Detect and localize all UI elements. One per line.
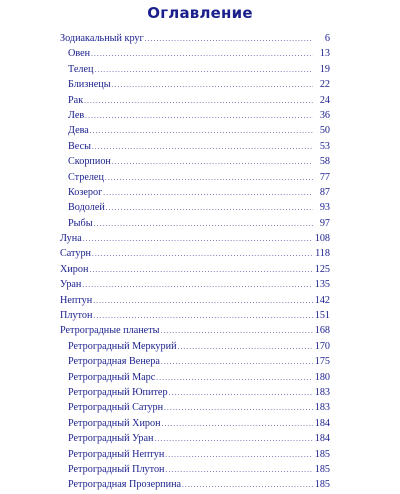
- toc-entry-label: Весы: [68, 140, 91, 152]
- toc-entry[interactable]: [60, 231, 330, 246]
- toc-entry-label: Рак: [68, 94, 84, 106]
- toc-entry[interactable]: [60, 154, 330, 169]
- toc-entry-label: Скорпион: [68, 156, 111, 168]
- toc-entry-label: Ретроградный Хирон: [68, 417, 161, 429]
- page-title: Оглавление: [147, 4, 253, 22]
- toc-entry-page-number: 135: [314, 279, 330, 291]
- toc-entry[interactable]: [60, 431, 330, 446]
- toc-entry-page-number: 183: [314, 386, 330, 398]
- toc-entry-label: Стрелец: [68, 171, 104, 183]
- toc-entry[interactable]: [60, 77, 330, 92]
- toc-entry-label: Ретроградная Прозерпина: [68, 479, 182, 491]
- toc-entry-page-number: 22: [319, 79, 330, 91]
- toc-entry[interactable]: [60, 354, 330, 369]
- dot-leader: [166, 463, 314, 478]
- toc-entry[interactable]: [60, 447, 330, 462]
- toc-entry-label: Луна: [60, 233, 82, 245]
- toc-entry-label: Водолей: [68, 202, 105, 214]
- dot-leader: [112, 78, 313, 93]
- toc-entry-page-number: 58: [319, 156, 330, 168]
- toc-entry-page-number: 93: [319, 202, 330, 214]
- dot-leader: [82, 278, 313, 293]
- toc-entry-label: Ретроградный Нептун: [68, 448, 165, 460]
- dot-leader: [164, 401, 313, 416]
- toc-entry-page-number: 53: [319, 140, 330, 152]
- dot-leader: [93, 309, 313, 324]
- toc-entry-label: Зодиакальный круг: [60, 33, 144, 44]
- toc-entry-page-number: 185: [314, 448, 330, 460]
- toc-entry-page-number: 13: [319, 48, 330, 60]
- dot-leader: [90, 124, 313, 139]
- dot-leader: [85, 109, 313, 124]
- dot-leader: [92, 247, 313, 262]
- toc-entry-page-number: 36: [319, 109, 330, 121]
- dot-leader: [92, 140, 313, 155]
- dot-leader: [84, 94, 313, 109]
- dot-leader: [91, 47, 313, 62]
- toc-entry[interactable]: [60, 185, 330, 200]
- toc-entry-page-number: 151: [314, 310, 330, 322]
- toc-entry[interactable]: [60, 108, 330, 123]
- toc-entry[interactable]: [60, 339, 330, 354]
- toc-entry-page-number: 118: [315, 248, 330, 260]
- toc-entry-page-number: 183: [314, 402, 330, 414]
- toc-entry-label: Ретроградный Уран: [68, 433, 154, 445]
- toc-entry[interactable]: [60, 277, 330, 292]
- dot-leader: [182, 478, 313, 493]
- toc-entry-label: Нептун: [60, 294, 93, 306]
- dot-leader: [169, 386, 313, 401]
- toc-entry-label: Овен: [68, 48, 91, 60]
- dot-leader: [94, 63, 313, 78]
- toc-entry-label: Плутон: [60, 310, 93, 322]
- toc-entry-label: Уран: [60, 279, 82, 291]
- toc-entry[interactable]: [60, 170, 330, 185]
- dot-leader: [112, 155, 313, 170]
- toc-entry-page-number: 77: [319, 171, 330, 183]
- toc-entry-label: Хирон: [60, 263, 89, 275]
- toc-entry-page-number: 19: [319, 63, 330, 75]
- toc-entry-page-number: 108: [314, 233, 330, 245]
- toc-entry-page-number: 87: [319, 186, 330, 198]
- dot-leader: [156, 371, 313, 386]
- toc-entry[interactable]: [60, 216, 330, 231]
- dot-leader: [145, 32, 313, 47]
- toc-entry[interactable]: [60, 385, 330, 400]
- toc-entry-label: Близнецы: [68, 79, 111, 91]
- dot-leader: [178, 340, 313, 355]
- toc-entry[interactable]: [60, 308, 330, 323]
- toc-entry-page-number: 50: [319, 125, 330, 137]
- toc-entry[interactable]: [60, 31, 330, 46]
- toc-entry-page-number: 185: [314, 479, 330, 491]
- toc-entry-label: Ретроградный Плутон: [68, 463, 165, 475]
- toc-entry[interactable]: [60, 370, 330, 385]
- toc-entry[interactable]: [60, 46, 330, 61]
- toc-entry-label: Ретроградный Меркурий: [68, 340, 177, 352]
- toc-entry[interactable]: [60, 262, 330, 277]
- toc-entry-page-number: 24: [319, 94, 330, 106]
- toc-entry[interactable]: [60, 200, 330, 215]
- toc-entry-page-number: 168: [314, 325, 330, 337]
- dot-leader: [161, 324, 314, 339]
- toc-entry-page-number: 184: [314, 417, 330, 429]
- dot-leader: [93, 294, 313, 309]
- toc-entry[interactable]: [60, 123, 330, 138]
- toc-entry[interactable]: [60, 139, 330, 154]
- toc-entry-label: Ретроградный Сатурн: [68, 402, 164, 414]
- dot-leader: [94, 217, 313, 232]
- toc-entry-label: Ретроградный Марс: [68, 371, 156, 383]
- dot-leader: [106, 201, 313, 216]
- toc-entry-page-number: 97: [319, 217, 330, 229]
- toc-entry-page-number: 6: [324, 33, 330, 44]
- dot-leader: [165, 448, 313, 463]
- toc-entry-label: Ретроградный Юпитер: [68, 386, 168, 398]
- toc-entry[interactable]: [60, 293, 330, 308]
- toc-entry-label: Рыбы: [68, 217, 93, 229]
- toc-entry-label: Ретроградная Венера: [68, 356, 160, 368]
- dot-leader: [103, 186, 313, 201]
- toc-entry-page-number: 125: [314, 263, 330, 275]
- toc-entry[interactable]: [60, 477, 330, 492]
- toc-entry-label: Сатурн: [60, 248, 92, 260]
- toc-entry[interactable]: [60, 400, 330, 415]
- toc-entry-page-number: 180: [314, 371, 330, 383]
- dot-leader: [154, 432, 313, 447]
- table-of-contents: [60, 31, 330, 493]
- toc-entry[interactable]: [60, 93, 330, 108]
- toc-entry-page-number: 142: [314, 294, 330, 306]
- dot-leader: [83, 232, 313, 247]
- toc-entry-label: Лев: [68, 109, 85, 121]
- toc-entry[interactable]: [60, 62, 330, 77]
- toc-entry-label: Телец: [68, 63, 94, 75]
- dot-leader: [89, 263, 313, 278]
- toc-entry-page-number: 184: [314, 433, 330, 445]
- toc-entry[interactable]: [60, 462, 330, 477]
- dot-leader: [161, 355, 313, 370]
- toc-entry-label: Козерог: [68, 186, 103, 198]
- toc-entry-label: Дева: [68, 125, 89, 137]
- toc-entry[interactable]: [60, 323, 330, 338]
- dot-leader: [105, 171, 313, 186]
- toc-entry-page-number: 185: [314, 463, 330, 475]
- dot-leader: [162, 417, 313, 432]
- toc-entry-label: Ретроградные планеты: [60, 325, 160, 337]
- toc-entry-page-number: 175: [314, 356, 330, 368]
- toc-entry[interactable]: [60, 416, 330, 431]
- toc-entry[interactable]: [60, 246, 330, 261]
- toc-entry-page-number: 170: [314, 340, 330, 352]
